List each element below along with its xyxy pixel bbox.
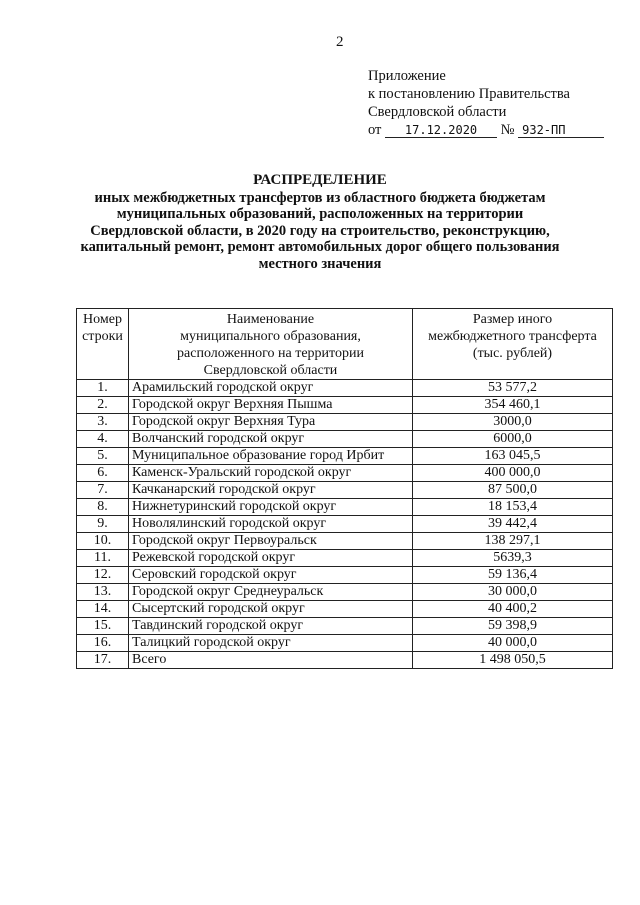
header-name-line-2: муниципального образования, xyxy=(180,329,361,344)
appendix-block xyxy=(368,67,618,139)
from-label: от xyxy=(368,122,382,138)
municipality-cell: Городской округ Среднеуральск xyxy=(129,584,413,601)
amount-cell: 87 500,0 xyxy=(413,482,613,499)
decree-number: 932-ПП xyxy=(518,123,604,138)
row-number-cell: 12. xyxy=(77,567,129,584)
amount-cell: 40 000,0 xyxy=(413,635,613,652)
amount-cell: 6000,0 xyxy=(413,431,613,448)
table-row xyxy=(77,550,613,567)
title-line-5: местного значения xyxy=(258,255,382,272)
amount-cell: 138 297,1 xyxy=(413,533,613,550)
title-line-2: муниципальных образований, расположенных на территории xyxy=(116,206,524,222)
municipality-cell: Городской округ Первоуральск xyxy=(129,533,413,550)
amount-cell: 5639,3 xyxy=(413,550,613,567)
number-label: № xyxy=(500,122,515,138)
row-number-cell: 7. xyxy=(77,482,129,499)
header-num-line-1: Номер xyxy=(83,312,122,327)
municipality-cell: Новолялинский городской округ xyxy=(129,516,413,533)
page-number: 2 xyxy=(336,34,344,50)
amount-cell: 18 153,4 xyxy=(413,499,613,516)
title-line-4: капитальный ремонт, ремонт автомобильных дорог общего пользования xyxy=(80,239,560,255)
row-number-cell: 8. xyxy=(77,499,129,516)
municipality-cell: Тавдинский городской округ xyxy=(129,618,413,635)
row-number-cell: 15. xyxy=(77,618,129,635)
table-row xyxy=(77,618,613,635)
appendix-date-line xyxy=(368,121,618,139)
table-row xyxy=(77,584,613,601)
municipality-cell: Сысертский городской округ xyxy=(129,601,413,618)
municipality-cell: Волчанский городской округ xyxy=(129,431,413,448)
amount-cell: 59 398,9 xyxy=(413,618,613,635)
row-number-cell: 9. xyxy=(77,516,129,533)
row-number-cell: 17. xyxy=(77,652,129,669)
header-row-number xyxy=(77,309,129,380)
row-number-cell: 2. xyxy=(77,397,129,414)
municipality-cell: Каменск-Уральский городской округ xyxy=(129,465,413,482)
municipality-cell: Муниципальное образование город Ирбит xyxy=(129,448,413,465)
title-heading: РАСПРЕДЕЛЕНИЕ xyxy=(253,172,387,188)
table-row xyxy=(77,482,613,499)
municipality-cell: Городской округ Верхняя Тура xyxy=(129,414,413,431)
table-header-row xyxy=(77,309,613,380)
amount-cell: 53 577,2 xyxy=(413,380,613,397)
row-number-cell: 6. xyxy=(77,465,129,482)
municipality-cell: Арамильский городской округ xyxy=(129,380,413,397)
amount-cell: 400 000,0 xyxy=(413,465,613,482)
table-row xyxy=(77,380,613,397)
amount-cell: 30 000,0 xyxy=(413,584,613,601)
appendix-line-3: Свердловской области xyxy=(368,104,507,120)
amount-cell: 59 136,4 xyxy=(413,567,613,584)
header-amount-line-2: межбюджетного трансферта xyxy=(428,329,597,344)
table-row xyxy=(77,533,613,550)
amount-cell: 354 460,1 xyxy=(413,397,613,414)
row-number-cell: 1. xyxy=(77,380,129,397)
row-number-cell: 13. xyxy=(77,584,129,601)
table-row xyxy=(77,601,613,618)
decree-date: 17.12.2020 xyxy=(385,123,497,138)
table-row xyxy=(77,516,613,533)
row-number-cell: 16. xyxy=(77,635,129,652)
table-row xyxy=(77,397,613,414)
table-row xyxy=(77,652,613,669)
amount-cell: 163 045,5 xyxy=(413,448,613,465)
municipality-cell: Нижнетуринский городской округ xyxy=(129,499,413,516)
title-line-1: иных межбюджетных трансфертов из областного бюджета бюджетам xyxy=(94,189,546,206)
header-num-line-2: строки xyxy=(82,329,123,344)
document-title xyxy=(60,172,580,272)
municipality-cell: Режевской городской округ xyxy=(129,550,413,567)
table-row xyxy=(77,567,613,584)
row-number-cell: 10. xyxy=(77,533,129,550)
header-amount-line-3: (тыс. рублей) xyxy=(472,346,553,361)
header-amount-line-1: Размер иного xyxy=(472,312,553,327)
appendix-line-2: к постановлению Правительства xyxy=(368,86,570,102)
municipality-cell: Серовский городской округ xyxy=(129,567,413,584)
row-number-cell: 4. xyxy=(77,431,129,448)
header-amount xyxy=(413,309,613,380)
amount-cell: 39 442,4 xyxy=(413,516,613,533)
transfers-table xyxy=(76,308,613,669)
header-name-line-1: Наименование xyxy=(226,312,315,327)
row-number-cell: 5. xyxy=(77,448,129,465)
municipality-cell: Всего xyxy=(129,652,413,669)
row-number-cell: 3. xyxy=(77,414,129,431)
municipality-cell: Городской округ Верхняя Пышма xyxy=(129,397,413,414)
table-row xyxy=(77,431,613,448)
table-row xyxy=(77,465,613,482)
row-number-cell: 14. xyxy=(77,601,129,618)
header-name-line-3: расположенного на территории xyxy=(177,346,364,361)
table-row xyxy=(77,414,613,431)
appendix-line-1: Приложение xyxy=(368,68,446,84)
table-row xyxy=(77,448,613,465)
amount-cell: 1 498 050,5 xyxy=(413,652,613,669)
header-municipality xyxy=(129,309,413,380)
title-line-3: Свердловской области, в 2020 году на строительство, реконструкцию, xyxy=(90,222,550,239)
municipality-cell: Качканарский городской округ xyxy=(129,482,413,499)
row-number-cell: 11. xyxy=(77,550,129,567)
header-name-line-4: Свердловской области xyxy=(203,363,338,378)
municipality-cell: Талицкий городской округ xyxy=(129,635,413,652)
amount-cell: 40 400,2 xyxy=(413,601,613,618)
amount-cell: 3000,0 xyxy=(413,414,613,431)
table-row xyxy=(77,635,613,652)
table-row xyxy=(77,499,613,516)
